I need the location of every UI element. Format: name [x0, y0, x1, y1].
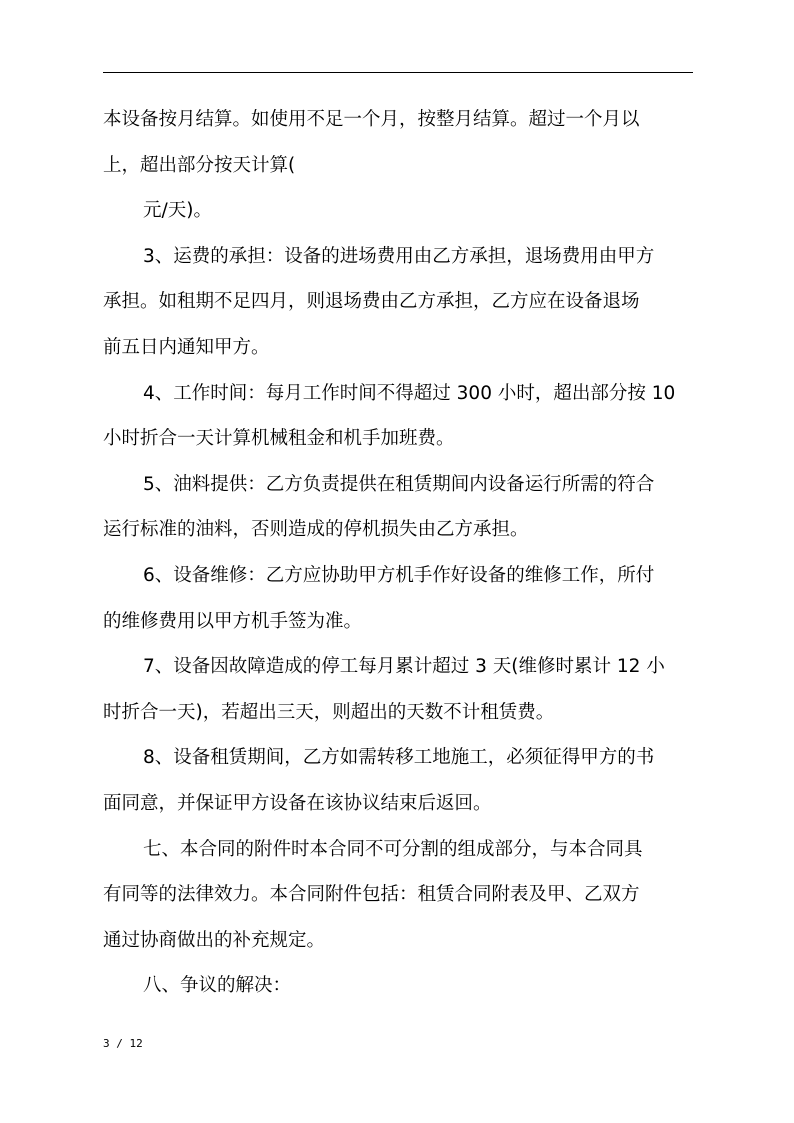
- header-rule: [103, 72, 693, 73]
- text-line: 承担。如租期不足四月，则退场费由乙方承担，乙方应在设备退场: [103, 291, 640, 313]
- section-7-line: 七、本合同的附件时本合同不可分割的组成部分，与本合同具: [143, 838, 643, 860]
- text-line: 前五日内通知甲方。: [103, 336, 270, 358]
- document-body: [103, 97, 693, 1009]
- clause-8-line: 8、设备租赁期间，乙方如需转移工地施工，必须征得甲方的书: [143, 747, 655, 769]
- text-line: 小时折合一天计算机械租金和机手加班费。: [103, 428, 455, 450]
- text-line: 面同意，并保证甲方设备在该协议结束后返回。: [103, 792, 492, 814]
- page-number: 3 / 12: [103, 1037, 143, 1050]
- text-line: 元/天)。: [143, 200, 212, 222]
- clause-7-line: 7、设备因故障造成的停工每月累计超过 3 天(维修时累计 12 小: [143, 656, 665, 678]
- text-line: 运行标准的油料，否则造成的停机损失由乙方承担。: [103, 519, 529, 541]
- clause-4-line: 4、工作时间：每月工作时间不得超过 300 小时，超出部分按 10: [143, 382, 676, 404]
- text-line: 有同等的法律效力。本合同附件包括：租赁合同附表及甲、乙双方: [103, 884, 640, 906]
- text-line: 上，超出部分按天计算(: [103, 154, 296, 176]
- clause-5-line: 5、油料提供：乙方负责提供在租赁期间内设备运行所需的符合: [143, 473, 655, 495]
- text-line: 的维修费用以甲方机手签为准。: [103, 610, 363, 632]
- section-8-heading: 八、争议的解决：: [143, 975, 292, 997]
- text-line: 时折合一天)，若超出三天，则超出的天数不计租赁费。: [103, 701, 555, 723]
- clause-3-line: 3、运费的承担：设备的进场费用由乙方承担，退场费用由甲方: [143, 245, 655, 267]
- text-line: 本设备按月结算。如使用不足一个月，按整月结算。超过一个月以: [103, 109, 640, 130]
- clause-6-line: 6、设备维修：乙方应协助甲方机手作好设备的维修工作，所付: [143, 564, 655, 586]
- text-line: 通过协商做出的补充规定。: [103, 929, 326, 951]
